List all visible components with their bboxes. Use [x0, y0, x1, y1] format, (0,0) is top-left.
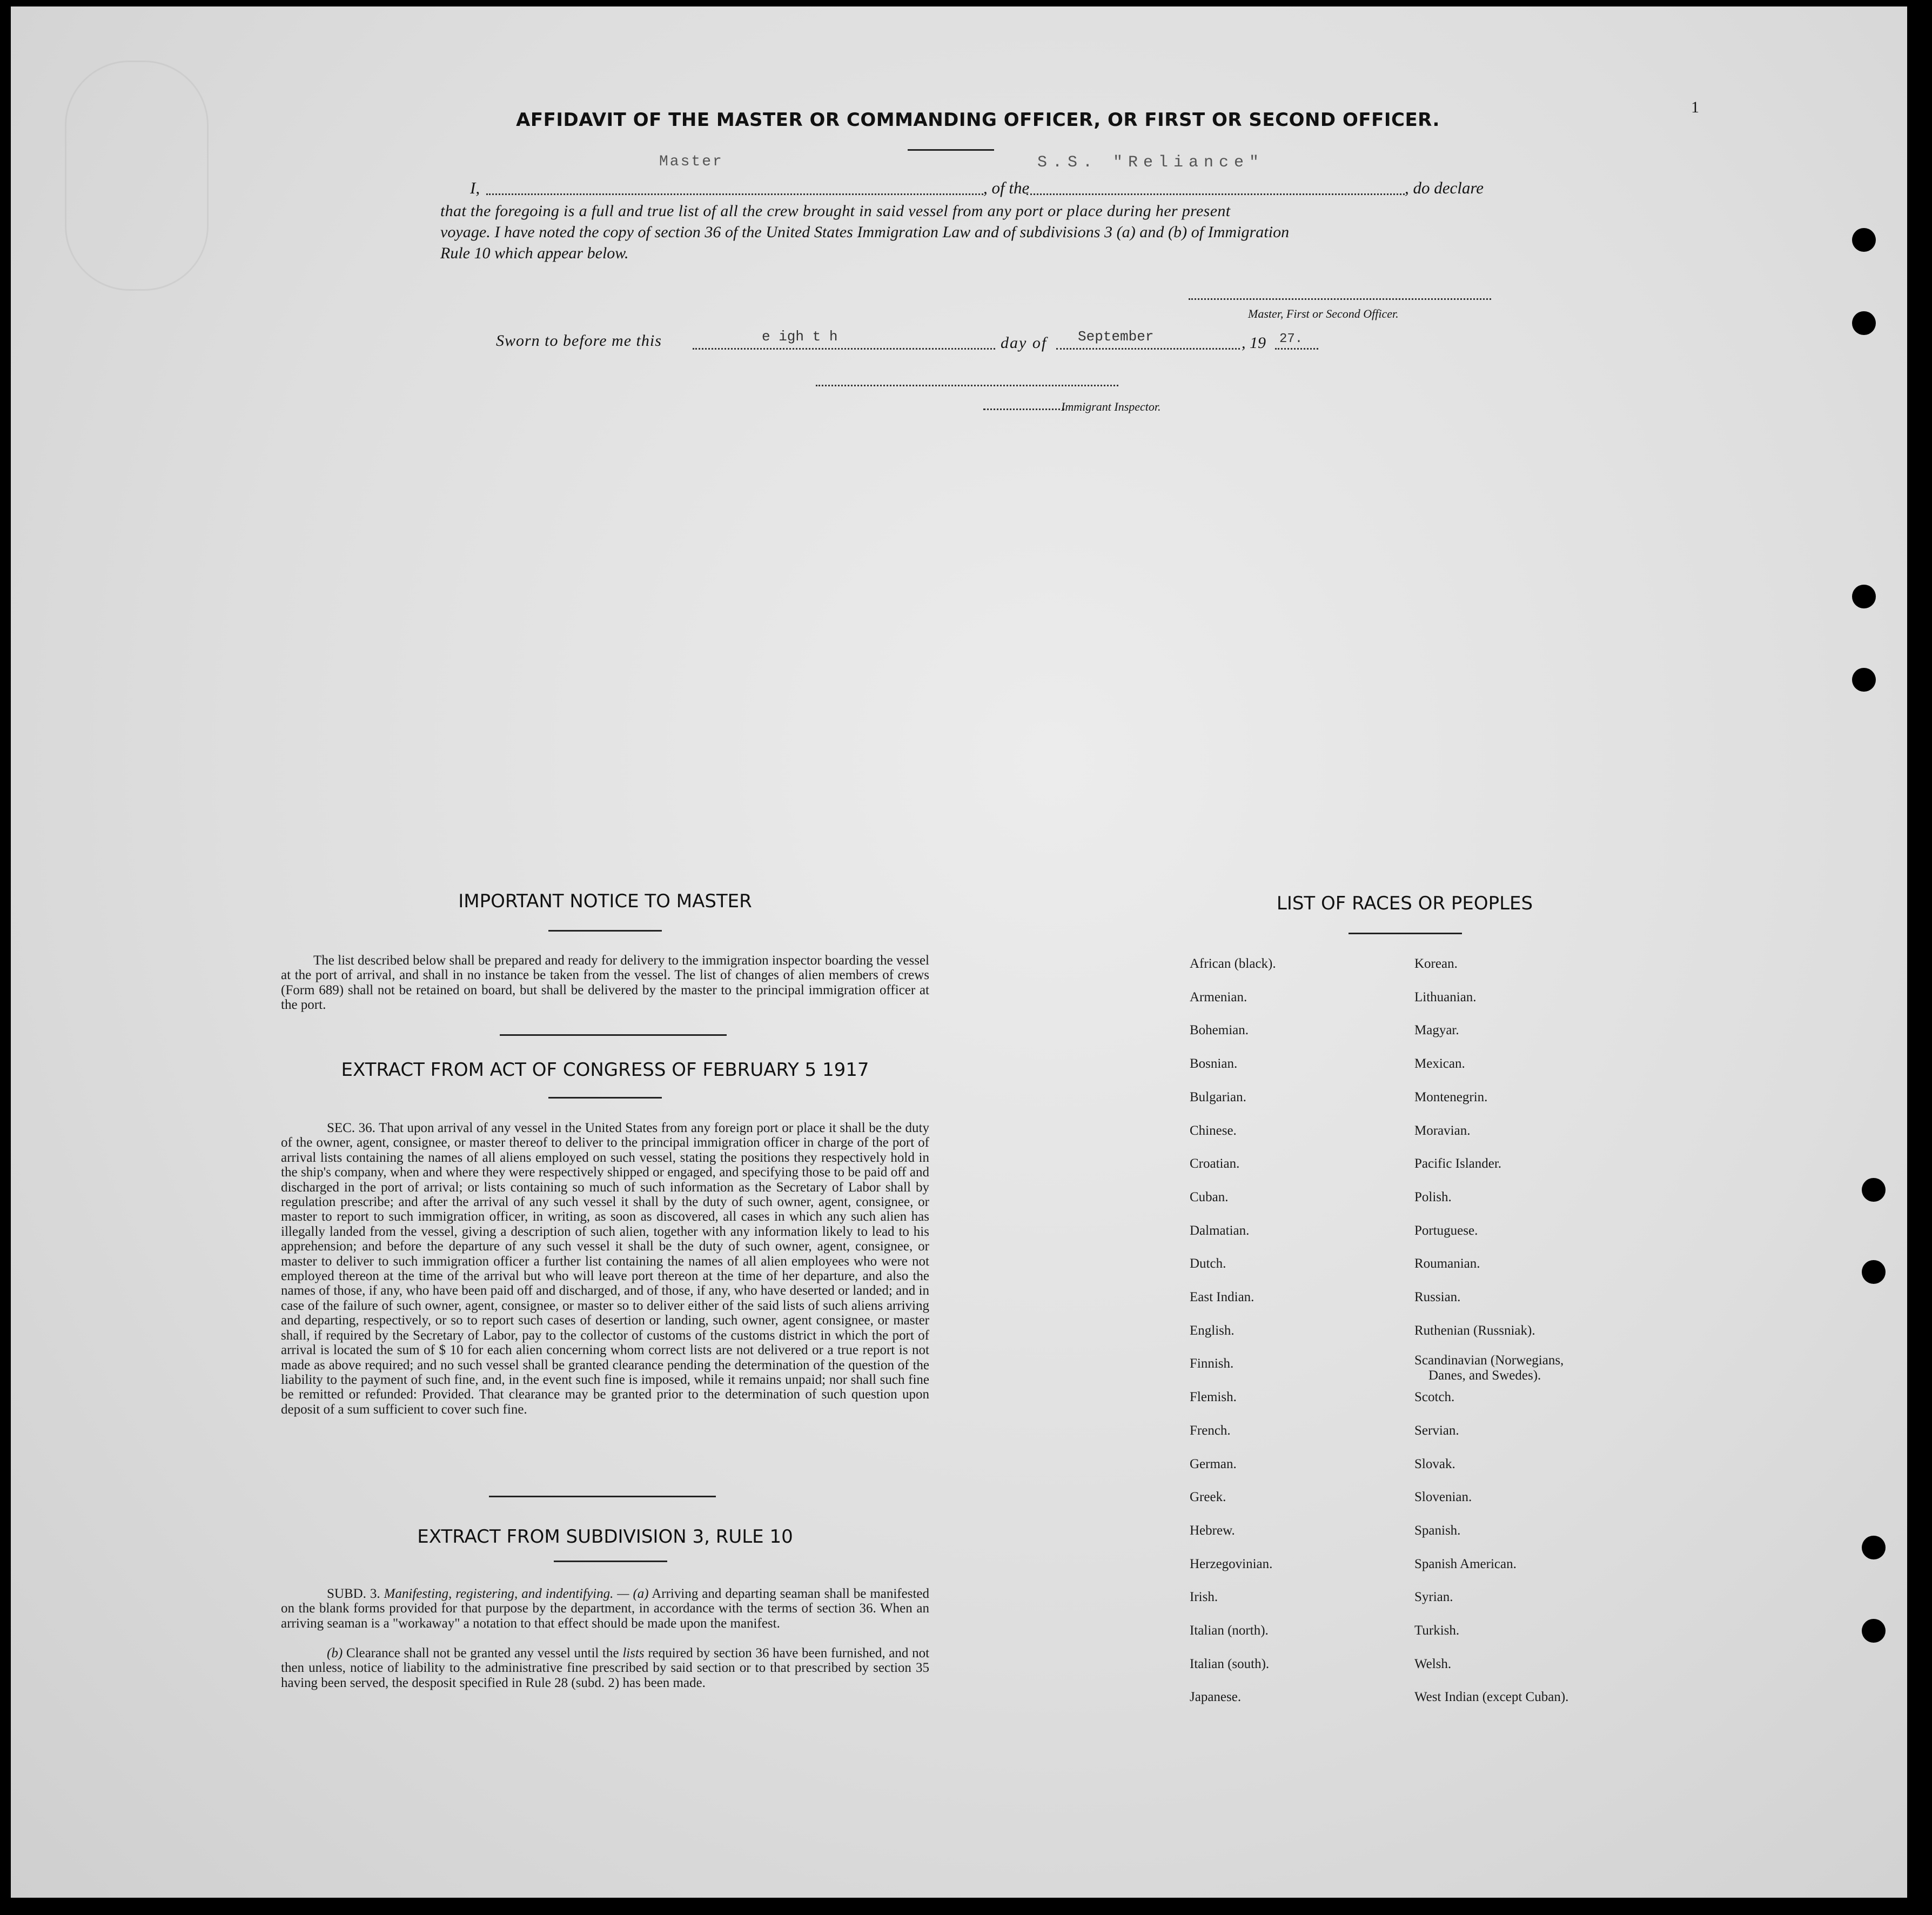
act-title-rule: [548, 1097, 662, 1099]
race-item: Bulgarian.: [1190, 1089, 1246, 1104]
sworn-day-blank: [693, 348, 995, 350]
race-item: Slovak.: [1414, 1456, 1455, 1471]
race-item: Dalmatian.: [1190, 1223, 1250, 1238]
subd-b-text-2: required by section 36 have been furnished, and not then unless, notice of liability to the administrative fine prescribed by said section or to that prescribed by section 35 having been served, the desposit specified in Rule 28 (subd. 2) has been made.: [281, 1646, 930, 1690]
subd-b-paragraph: [281, 1646, 929, 1690]
race-item: Welsh.: [1414, 1656, 1452, 1671]
race-item: Roumanian.: [1414, 1256, 1480, 1271]
binder-hole: [1862, 1178, 1886, 1202]
subd-b-text-1: Clearance shall not be granted any vessel until the: [346, 1646, 619, 1660]
race-item: Armenian.: [1190, 989, 1247, 1005]
race-item: Pacific Islander.: [1414, 1156, 1502, 1171]
race-item: Scandinavian (Norwegians,: [1414, 1353, 1564, 1368]
notice-title: IMPORTANT NOTICE TO MASTER: [458, 890, 752, 912]
affidavit-body-line-2: voyage. I have noted the copy of section 36 of the United States Immigration Law and of subdivisions 3 (a) and (b) of Immigration: [440, 223, 1290, 241]
race-item: Finnish.: [1190, 1356, 1234, 1371]
subd-a-paragraph: [281, 1586, 929, 1631]
sworn-year-blank: [1275, 348, 1318, 350]
rule-title-rule: [554, 1561, 667, 1562]
race-item: Moravian.: [1414, 1123, 1471, 1138]
page-number: 1: [1691, 98, 1699, 116]
do-declare-label: , do declare: [1405, 178, 1484, 197]
races-title-rule: [1349, 933, 1462, 934]
year-prefix: , 19: [1242, 334, 1266, 352]
race-item: Spanish.: [1414, 1523, 1461, 1538]
race-item: Magyar.: [1414, 1023, 1459, 1038]
notice-text: The list described below shall be prepared and ready for delivery to the immigration inspector boarding the vessel at the port of arrival, and shall in no instance be taken from the vessel. The list of changes of alien members of crews (Form 689) shall not be retained on board, but shall be delivered by the master to the principal immigration officer at the port.: [281, 953, 929, 1013]
margin-stamp: [65, 61, 209, 291]
races-title: LIST OF RACES OR PEOPLES: [1276, 893, 1533, 914]
race-item: Bohemian.: [1190, 1023, 1249, 1038]
of-the-label: , of the: [983, 178, 1030, 197]
short-divider: [908, 149, 994, 151]
signature-line: [1189, 298, 1491, 300]
race-item: Russian.: [1414, 1290, 1461, 1304]
inspector-line-2: [983, 409, 1064, 410]
binder-hole: [1852, 668, 1876, 692]
typed-month: September: [1078, 329, 1154, 345]
binder-hole: [1852, 228, 1876, 252]
binder-hole: [1852, 585, 1876, 608]
race-item: Spanish American.: [1414, 1556, 1517, 1571]
subd-b-marker: (b): [327, 1646, 343, 1660]
notice-title-rule: [548, 930, 662, 932]
subd-a-lead: SUBD. 3.: [327, 1586, 380, 1601]
day-of-label: day of: [1001, 334, 1048, 352]
subd-a-heading: Manifesting, registering, and indentifying. — (a): [384, 1586, 649, 1601]
race-item: Syrian.: [1414, 1590, 1453, 1605]
typed-vessel-name: S.S. "Reliance": [1037, 153, 1265, 172]
name-blank: [486, 193, 983, 195]
binder-hole: [1862, 1260, 1886, 1284]
sworn-month-blank: [1056, 348, 1240, 350]
typed-year: 27.: [1279, 332, 1303, 346]
race-item: Korean.: [1414, 956, 1458, 971]
signature-caption: Master, First or Second Officer.: [1248, 307, 1399, 320]
race-item: West Indian (except Cuban).: [1414, 1690, 1569, 1705]
race-item: Italian (north).: [1190, 1623, 1269, 1638]
race-item: Irish.: [1190, 1590, 1218, 1605]
act-extract-title: EXTRACT FROM ACT OF CONGRESS OF FEBRUARY 5 1917: [341, 1059, 869, 1081]
race-item: Polish.: [1414, 1189, 1452, 1204]
race-item: Portuguese.: [1414, 1223, 1478, 1238]
race-item: Chinese.: [1190, 1123, 1237, 1138]
race-item: Herzegovinian.: [1190, 1556, 1273, 1571]
race-item: Hebrew.: [1190, 1523, 1235, 1538]
race-item: Mexican.: [1414, 1056, 1465, 1072]
race-item: Servian.: [1414, 1423, 1459, 1438]
rule-extract-title: EXTRACT FROM SUBDIVISION 3, RULE 10: [417, 1526, 793, 1548]
act-separator: [489, 1496, 716, 1497]
race-item: Slovenian.: [1414, 1490, 1472, 1505]
race-item: French.: [1190, 1423, 1231, 1438]
race-item: Bosnian.: [1190, 1056, 1238, 1072]
race-item: Dutch.: [1190, 1256, 1226, 1271]
affidavit-title: AFFIDAVIT OF THE MASTER OR COMMANDING OFFICER, OR FIRST OR SECOND OFFICER.: [516, 109, 1440, 131]
affidavit-body-line-1: that the foregoing is a full and true list of all the crew brought in said vessel from any port or place during her present: [440, 202, 1231, 220]
race-item: Turkish.: [1414, 1623, 1460, 1638]
race-item: English.: [1190, 1323, 1235, 1338]
affidavit-body-line-3: Rule 10 which appear below.: [440, 244, 629, 262]
typed-day: e igh t h: [762, 329, 838, 345]
notice-separator: [500, 1034, 727, 1036]
act-extract-text: SEC. 36. That upon arrival of any vessel in the United States from any foreign port or place it shall be the duty of the owner, agent, consignee, or master thereof to deliver to the principal immigration officer in charge of the port of arrival lists containing the names of all aliens employed on such vessel, stating the positions they respectively hold in the ship's company, when and where they were respectively shipped or engaged, and specifying those to be paid off and discharged in the port of arrival; or lists containing so much of such information as the Secretary of Labor shall by regulation prescribe; and after the arrival of any such vessel it shall by the duty of such owner, agent, consignee, or master to report to such immigration officer, in writing, as soon as discovered, all cases in which any such alien has illegally landed from the vessel, giving a description of such alien, together with any information likely to lead to his apprehension; and before the departure of any such vessel it shall be the duty of such owner, agent, consignee, or master to deliver to such immigration officer a further list containing the names of all alien employees who were not employed thereon at the time of the arrival but who will leave port thereon at the time of her departure, and also the names of those, if any, who have been paid off and discharged, and of those, if any, who have deserted or landed; and in case of the failure of such owner, agent, consignee, or master so to deliver either of the said lists of such aliens arriving and departing, respectively, or so to report such cases of desertion or landing, such owner, agent consignee, or master shall, if required by the Secretary of Labor, pay to the collector of customs of the customs district in which the port of arrival is located the sum of $ 10 for each alien concerning whom correct lists are not delivered or a true report is not made as above required; and no such vessel shall be granted clearance pending the determination of the question of the liability to the payment of such fine, and, in the event such fine is imposed, while it remains unpaid; nor shall such fine be remitted or refunded: Provided. That clearance may be granted prior to the determination of such question upon deposit of a sum sufficient to cover such fine.: [281, 1121, 929, 1417]
race-item: Italian (south).: [1190, 1656, 1270, 1671]
race-item: Montenegrin.: [1414, 1089, 1488, 1104]
subd-b-lists: lists: [622, 1646, 645, 1660]
binder-hole: [1862, 1619, 1886, 1643]
race-item: Danes, and Swedes).: [1428, 1368, 1541, 1383]
sworn-label: Sworn to before me this: [496, 332, 662, 350]
race-item: Lithuanian.: [1414, 989, 1477, 1005]
race-item: Flemish.: [1190, 1390, 1237, 1405]
race-item: Croatian.: [1190, 1156, 1240, 1171]
race-item: German.: [1190, 1456, 1237, 1471]
inspector-line-1: [816, 385, 1118, 386]
form-sheet: [11, 6, 1907, 1898]
vessel-blank: [1027, 193, 1405, 195]
race-item: Cuban.: [1190, 1189, 1229, 1204]
i-label: I,: [470, 178, 480, 197]
race-item: East Indian.: [1190, 1290, 1255, 1304]
race-item: Greek.: [1190, 1490, 1226, 1505]
race-item: Japanese.: [1190, 1690, 1242, 1705]
inspector-caption: Immigrant Inspector.: [1061, 400, 1161, 413]
typed-rank: Master: [659, 153, 723, 170]
binder-hole: [1862, 1536, 1886, 1559]
race-item: Ruthenian (Russniak).: [1414, 1323, 1535, 1338]
subd-a-text: Arriving and departing seaman shall be manifested on the blank forms provided for that purpose by the department, in accordance with the terms of section 36. When an arriving seaman is a "workaway" a notation to that effect should be made upon the manifest.: [281, 1586, 929, 1631]
binder-hole: [1852, 311, 1876, 335]
race-item: African (black).: [1190, 956, 1276, 971]
race-item: Scotch.: [1414, 1390, 1455, 1405]
